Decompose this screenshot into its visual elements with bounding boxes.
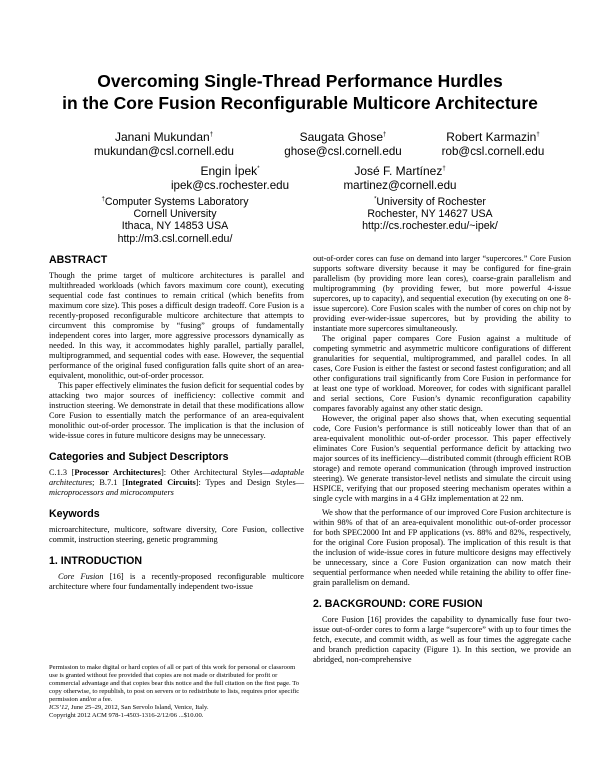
- author-block-4: [170, 165, 290, 192]
- author-email: rob@csl.cornell.edu: [441, 144, 545, 158]
- author-block-5: [335, 165, 465, 192]
- author-block-2: [268, 131, 418, 158]
- paper-title-line-1: Overcoming Single-Thread Performance Hurdles: [97, 71, 503, 91]
- author-name: José F. Martínez†: [354, 164, 446, 178]
- right-paragraph-3: However, the original paper also shows that, when executing sequential code, Core Fusion’s performance is still noticeably lower than that of an area-equivalent monolithic out-of-order processor. This paper effectively eliminates Core Fusion’s sequential performance deficit by attacking two major sources of its inefficiency—distributed commit (through efficient ROB storage) and remote operand communication (through improved instruction steering). We generate transistor-level netlists and simulate the circuit using HSPICE, verifying that our proposed steering mechanism operates within a single cycle with margins in a 4 GHz implementation at 22 nm.: [313, 414, 571, 503]
- right-paragraph-2: The original paper compares Core Fusion against a multitude of competing symmetric and asymmetric multicore configurations of different granularities for sequential, multiprogrammed, and parallel codes. In all cases, Core Fusion is either the fastest or second fastest configuration; and all other configurations trail significantly from Core Fusion in performance for at least one type of workload. Moreover, for codes with significant parallel and serial sections, Core Fusion’s dynamic reconfiguration capability compares favorably against any other static design.: [313, 334, 571, 413]
- right-column: [313, 254, 571, 665]
- author-name: Robert Karmazin†: [446, 130, 540, 144]
- abstract-heading: ABSTRACT: [49, 254, 108, 266]
- keywords-text: microarchitecture, multicore, software diversity, Core Fusion, collective commit, instruction steering, genetic programming: [49, 525, 304, 544]
- categories-heading: Categories and Subject Descriptors: [49, 451, 229, 463]
- background-paragraph: Core Fusion [16] provides the capability to dynamically fuse four two-issue out-of-order cores to form a large “supercore” with up to four times the fetch, execute, and commit width, as well as four times the aggregate cache and branch prediction capacity (Figure 1). In this section, we provide an abridged, non-comprehensive: [313, 615, 571, 664]
- author-name: Saugata Ghose†: [299, 130, 387, 144]
- keywords-heading: Keywords: [49, 508, 100, 520]
- copyright-line: Copyright 2012 ACM 978-1-4503-1316-2/12/06 ...$10.00.: [49, 712, 204, 719]
- author-name: Janani Mukundan†: [114, 130, 214, 144]
- affiliation-rochester: *University of Rochester Rochester, NY 14627 USA http://cs.rochester.edu/~ipek/: [362, 196, 498, 233]
- venue-line: ICS’12, June 25–29, 2012, San Servolo Island, Venice, Italy.: [49, 704, 209, 711]
- categories-text: C.1.3 [Processor Architectures]: Other Architectural Styles—adaptable architectures; B.7.1 [Integrated Circuits]: Types and Design Styles—microprocessors and microcomputers: [49, 468, 304, 497]
- author-block-1: [84, 131, 244, 158]
- author-name: Engin İpek*: [200, 164, 260, 178]
- author-block-3: [428, 131, 558, 158]
- right-paragraph-1: out-of-order cores can fuse on demand into larger “supercores.” Core Fusion supports software diversity because it may be configured for fine-grain parallelism (by providing more lean cores), coarse-grain parallelism and multiprogramming (by providing fewer, but more powerful 4-issue supercores, up to capacity), and sequential execution (by executing on one 8-issue supercore). Core Fusion scales with the number of cores on chip not by providing ever-wider-issue supercores, but by providing the ability to instantiate more supercores simultaneously.: [313, 254, 571, 333]
- author-email: ipek@cs.rochester.edu: [170, 178, 290, 192]
- background-heading: 2. BACKGROUND: CORE FUSION: [313, 598, 483, 610]
- paper-title-line-2: in the Core Fusion Reconfigurable Multicore Architecture: [62, 93, 538, 113]
- affiliation-cornell: †Computer Systems Laboratory Cornell University Ithaca, NY 14853 USA http://m3.csl.cornell.edu/: [101, 196, 249, 245]
- author-email: ghose@csl.cornell.edu: [284, 144, 402, 158]
- right-paragraph-4: We show that the performance of our improved Core Fusion architecture is within 98% of that of an area-equivalent monolithic out-of-order processor for both SPEC2000 Int and FP applications (vs. 88% and 82%, respectively, for the original Core Fusion proposal). The implication of this result is that the inclusion of wide-issue cores in future multicore designs may effectively be unnecessary, since a Core Fusion organization can now match their sequential performance when needed while retaining the ability to offer fine-grain parallelism on demand.: [313, 508, 571, 587]
- introduction-paragraph: Core Fusion [16] is a recently-proposed reconfigurable multicore architecture where four fundamentally independent two-issue: [49, 572, 304, 591]
- left-column: [49, 254, 304, 592]
- permission-notice: [49, 664, 304, 720]
- permission-text: Permission to make digital or hard copies of all or part of this work for personal or classroom use is granted without fee provided that copies are not made or distributed for profit or commercial advantage and that copies bear this notice and the full citation on the first page. To copy otherwise, to republish, to post on servers or to redistribute to lists, requires prior specific permission and/or a fee.: [49, 664, 300, 703]
- author-email: mukundan@csl.cornell.edu: [93, 144, 235, 158]
- author-email: martinez@cornell.edu: [343, 178, 457, 192]
- abstract-paragraph-2: This paper effectively eliminates the fusion deficit for sequential codes by attacking two major sources of inefficiency: collective commit and instruction steering. We demonstrate in detail that these modifications allow Core Fusion to essentially match the performance of an area-equivalent monolithic out-of-order processor. The implication is that the inclusion of wide-issue cores in future multicore designs may be unnecessary.: [49, 381, 304, 440]
- abstract-paragraph-1: Though the prime target of multicore architectures is parallel and multithreaded workloads (which favors maximum core count), executing sequential code fast continues to remain critical (which benefits from maximum core size). This poses a difficult design tradeoff. Core Fusion is a recently-proposed reconfigurable multicore architecture that attempts to circumvent this compromise by “fusing” groups of fundamentally independent cores into larger, more aggressive processors dynamically as needed. In this way, it accommodates highly parallel, partially parallel, multiprogrammed, and sequential codes with ease. However, the sequential performance of the original fused configuration falls quite short of an area-equivalent, monolithic, out-of-order processor.: [49, 271, 304, 380]
- introduction-heading: 1. INTRODUCTION: [49, 555, 142, 567]
